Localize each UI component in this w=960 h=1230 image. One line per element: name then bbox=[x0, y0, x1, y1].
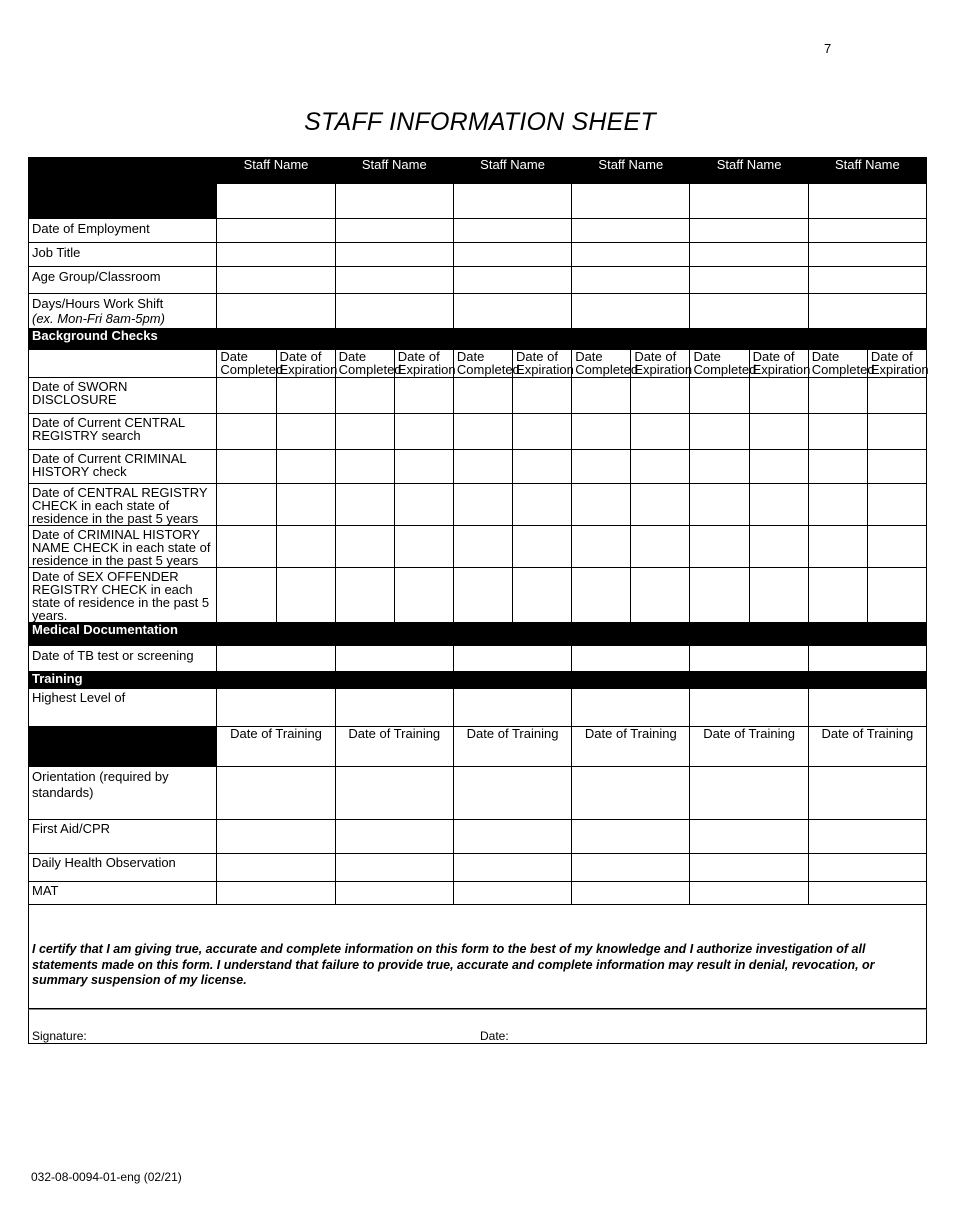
background-completed-field[interactable] bbox=[808, 526, 867, 568]
background-expiration-field[interactable] bbox=[394, 526, 453, 568]
section-row bbox=[29, 672, 927, 689]
staff-name-field[interactable] bbox=[453, 184, 571, 219]
page-title: STAFF INFORMATION SHEET bbox=[304, 108, 656, 136]
subheader-row bbox=[29, 350, 927, 378]
training-label: Daily Health Observation bbox=[29, 854, 217, 882]
training-field[interactable] bbox=[335, 882, 453, 905]
table-row bbox=[29, 646, 927, 672]
date-of-expiration-header: Date of Expiration bbox=[867, 350, 926, 378]
background-expiration-field[interactable] bbox=[867, 414, 926, 450]
subheader-blank bbox=[29, 350, 217, 378]
background-expiration-field[interactable] bbox=[513, 484, 572, 526]
training-field[interactable] bbox=[453, 820, 571, 854]
date-of-training-header: Date of Training bbox=[335, 727, 453, 767]
background-completed-field[interactable] bbox=[335, 568, 394, 623]
background-expiration-field[interactable] bbox=[276, 378, 335, 414]
background-expiration-field[interactable] bbox=[631, 414, 690, 450]
background-completed-field[interactable] bbox=[453, 378, 512, 414]
date-of-expiration-header: Date of Expiration bbox=[276, 350, 335, 378]
training-field[interactable] bbox=[808, 767, 926, 820]
table-row bbox=[29, 854, 927, 882]
section-row bbox=[29, 623, 927, 646]
table-row bbox=[29, 689, 927, 727]
training-label: First Aid/CPR bbox=[29, 820, 217, 854]
training-header-corner bbox=[29, 727, 217, 767]
staff-name-field[interactable] bbox=[808, 184, 926, 219]
form-number: 032-08-0094-01-eng (02/21) bbox=[31, 1170, 182, 1184]
highest-level-field[interactable] bbox=[808, 689, 926, 727]
row-label bbox=[29, 294, 217, 329]
staff-form bbox=[28, 157, 927, 1044]
date-of-training-header: Date of Training bbox=[453, 727, 571, 767]
tb-test-field[interactable] bbox=[217, 646, 335, 672]
date-of-expiration-header: Date of Expiration bbox=[394, 350, 453, 378]
table-row bbox=[29, 378, 927, 414]
general-field[interactable] bbox=[453, 219, 571, 243]
background-completed-field[interactable] bbox=[217, 450, 276, 484]
tb-test-field[interactable] bbox=[572, 646, 690, 672]
date-completed-header: Date Completed bbox=[808, 350, 867, 378]
table-row bbox=[29, 219, 927, 243]
general-field[interactable] bbox=[690, 243, 808, 267]
training-field[interactable] bbox=[808, 882, 926, 905]
background-expiration-field[interactable] bbox=[513, 450, 572, 484]
background-expiration-field[interactable] bbox=[276, 450, 335, 484]
background-expiration-field[interactable] bbox=[867, 450, 926, 484]
training-field[interactable] bbox=[690, 767, 808, 820]
certification-text: I certify that I am giving true, accurate and complete information on this form to the best of my knowledge and I authorize investigation of all statements made on this form. I understand that failure to provide true, accurate and complete information may result in denial, revocation, or summary suspension of my license. bbox=[32, 942, 875, 987]
date-of-training-header: Date of Training bbox=[808, 727, 926, 767]
date-completed-header: Date Completed bbox=[572, 350, 631, 378]
background-completed-field[interactable] bbox=[572, 378, 631, 414]
training-field[interactable] bbox=[808, 820, 926, 854]
background-completed-field[interactable] bbox=[808, 568, 867, 623]
section-background-checks: Background Checks bbox=[29, 329, 927, 350]
training-field[interactable] bbox=[572, 820, 690, 854]
background-check-label: Date of SWORN DISCLOSURE bbox=[29, 378, 217, 414]
training-field[interactable] bbox=[453, 854, 571, 882]
staff-name-header: Staff Name bbox=[217, 158, 335, 184]
background-completed-field[interactable] bbox=[453, 450, 512, 484]
row-label bbox=[29, 243, 217, 267]
background-expiration-field[interactable] bbox=[749, 526, 808, 568]
background-expiration-field[interactable] bbox=[631, 484, 690, 526]
general-field[interactable] bbox=[808, 219, 926, 243]
background-completed-field[interactable] bbox=[217, 526, 276, 568]
background-expiration-field[interactable] bbox=[513, 414, 572, 450]
background-completed-field[interactable] bbox=[453, 568, 512, 623]
background-expiration-field[interactable] bbox=[276, 526, 335, 568]
staff-name-field[interactable] bbox=[335, 184, 453, 219]
background-completed-field[interactable] bbox=[572, 484, 631, 526]
background-expiration-field[interactable] bbox=[513, 568, 572, 623]
training-field[interactable] bbox=[453, 882, 571, 905]
table-row bbox=[29, 267, 927, 294]
table-row bbox=[29, 484, 927, 526]
highest-level-label: Highest Level of bbox=[29, 689, 217, 727]
training-field[interactable] bbox=[808, 854, 926, 882]
section-row bbox=[29, 329, 927, 350]
background-completed-field[interactable] bbox=[808, 414, 867, 450]
general-field[interactable] bbox=[453, 267, 571, 294]
background-completed-field[interactable] bbox=[335, 484, 394, 526]
general-field[interactable] bbox=[690, 219, 808, 243]
training-field[interactable] bbox=[335, 854, 453, 882]
general-field[interactable] bbox=[335, 267, 453, 294]
background-completed-field[interactable] bbox=[690, 568, 749, 623]
training-label: Orientation (required by standards) bbox=[29, 767, 217, 820]
staff-name-header: Staff Name bbox=[808, 158, 926, 184]
date-of-training-header: Date of Training bbox=[572, 727, 690, 767]
background-expiration-field[interactable] bbox=[749, 378, 808, 414]
background-completed-field[interactable] bbox=[217, 378, 276, 414]
training-field[interactable] bbox=[690, 854, 808, 882]
background-completed-field[interactable] bbox=[808, 484, 867, 526]
background-completed-field[interactable] bbox=[217, 484, 276, 526]
date-completed-header: Date Completed bbox=[217, 350, 276, 378]
staff-name-header: Staff Name bbox=[690, 158, 808, 184]
row-label bbox=[29, 267, 217, 294]
background-expiration-field[interactable] bbox=[867, 378, 926, 414]
tb-test-field[interactable] bbox=[808, 646, 926, 672]
background-completed-field[interactable] bbox=[690, 414, 749, 450]
row-label-text: Job Title bbox=[32, 245, 81, 260]
general-field[interactable] bbox=[572, 294, 690, 329]
section-training: Training bbox=[29, 672, 927, 689]
general-field[interactable] bbox=[808, 267, 926, 294]
training-field[interactable] bbox=[690, 820, 808, 854]
background-completed-field[interactable] bbox=[335, 450, 394, 484]
staff-name-header: Staff Name bbox=[335, 158, 453, 184]
background-completed-field[interactable] bbox=[572, 450, 631, 484]
staff-name-field[interactable] bbox=[572, 184, 690, 219]
general-field[interactable] bbox=[808, 294, 926, 329]
date-completed-header: Date Completed bbox=[690, 350, 749, 378]
background-expiration-field[interactable] bbox=[867, 568, 926, 623]
background-completed-field[interactable] bbox=[808, 450, 867, 484]
training-field[interactable] bbox=[572, 854, 690, 882]
training-field[interactable] bbox=[335, 767, 453, 820]
training-field[interactable] bbox=[572, 767, 690, 820]
staff-table bbox=[28, 157, 927, 905]
training-field[interactable] bbox=[335, 820, 453, 854]
general-field[interactable] bbox=[572, 243, 690, 267]
table-row bbox=[29, 767, 927, 820]
training-field[interactable] bbox=[453, 767, 571, 820]
table-row bbox=[29, 243, 927, 267]
row-label-text: Age Group/Classroom bbox=[32, 269, 161, 284]
date-of-training-header: Date of Training bbox=[690, 727, 808, 767]
background-expiration-field[interactable] bbox=[631, 378, 690, 414]
background-check-label: Date of CRIMINAL HISTORY NAME CHECK in each state of residence in the past 5 years bbox=[29, 526, 217, 568]
training-field[interactable] bbox=[217, 854, 335, 882]
training-header-row bbox=[29, 727, 927, 767]
training-field[interactable] bbox=[217, 767, 335, 820]
table-row bbox=[29, 882, 927, 905]
background-expiration-field[interactable] bbox=[276, 568, 335, 623]
general-field[interactable] bbox=[335, 219, 453, 243]
header-corner bbox=[29, 158, 217, 219]
background-check-label: Date of CENTRAL REGISTRY CHECK in each state of residence in the past 5 years bbox=[29, 484, 217, 526]
background-completed-field[interactable] bbox=[335, 414, 394, 450]
background-expiration-field[interactable] bbox=[867, 526, 926, 568]
general-field[interactable] bbox=[572, 267, 690, 294]
background-expiration-field[interactable] bbox=[749, 568, 808, 623]
highest-level-field[interactable] bbox=[453, 689, 571, 727]
staff-name-field[interactable] bbox=[690, 184, 808, 219]
highest-level-field[interactable] bbox=[572, 689, 690, 727]
background-expiration-field[interactable] bbox=[394, 414, 453, 450]
section-medical-documentation: Medical Documentation bbox=[29, 623, 927, 646]
training-label: MAT bbox=[29, 882, 217, 905]
general-field[interactable] bbox=[453, 243, 571, 267]
training-field[interactable] bbox=[572, 882, 690, 905]
table-row bbox=[29, 294, 927, 329]
background-expiration-field[interactable] bbox=[749, 484, 808, 526]
general-field[interactable] bbox=[217, 219, 335, 243]
tb-test-field[interactable] bbox=[335, 646, 453, 672]
background-completed-field[interactable] bbox=[335, 378, 394, 414]
background-expiration-field[interactable] bbox=[631, 450, 690, 484]
staff-name-field[interactable] bbox=[217, 184, 335, 219]
general-field[interactable] bbox=[572, 219, 690, 243]
background-expiration-field[interactable] bbox=[749, 450, 808, 484]
background-check-label: Date of Current CENTRAL REGISTRY search bbox=[29, 414, 217, 450]
background-expiration-field[interactable] bbox=[394, 484, 453, 526]
date-of-training-header: Date of Training bbox=[217, 727, 335, 767]
background-expiration-field[interactable] bbox=[513, 526, 572, 568]
background-expiration-field[interactable] bbox=[749, 414, 808, 450]
background-expiration-field[interactable] bbox=[631, 526, 690, 568]
general-field[interactable] bbox=[690, 294, 808, 329]
certification-box bbox=[28, 905, 927, 1009]
table-row bbox=[29, 568, 927, 623]
date-completed-header: Date Completed bbox=[335, 350, 394, 378]
date-completed-header: Date Completed bbox=[453, 350, 512, 378]
background-check-label: Date of Current CRIMINAL HISTORY check bbox=[29, 450, 217, 484]
highest-level-field[interactable] bbox=[335, 689, 453, 727]
training-field[interactable] bbox=[217, 882, 335, 905]
background-expiration-field[interactable] bbox=[513, 378, 572, 414]
background-completed-field[interactable] bbox=[690, 526, 749, 568]
background-completed-field[interactable] bbox=[572, 568, 631, 623]
row-label-text: Date of Employment bbox=[32, 221, 150, 236]
general-field[interactable] bbox=[217, 267, 335, 294]
signature-label: Signature: bbox=[32, 1029, 87, 1043]
training-field[interactable] bbox=[690, 882, 808, 905]
staff-header-row bbox=[29, 158, 927, 184]
general-field[interactable] bbox=[217, 294, 335, 329]
general-field[interactable] bbox=[335, 294, 453, 329]
background-completed-field[interactable] bbox=[808, 378, 867, 414]
date-of-expiration-header: Date of Expiration bbox=[513, 350, 572, 378]
staff-name-header: Staff Name bbox=[572, 158, 690, 184]
table-row bbox=[29, 414, 927, 450]
date-of-expiration-header: Date of Expiration bbox=[631, 350, 690, 378]
background-completed-field[interactable] bbox=[335, 526, 394, 568]
general-field[interactable] bbox=[690, 267, 808, 294]
background-expiration-field[interactable] bbox=[276, 414, 335, 450]
background-completed-field[interactable] bbox=[690, 484, 749, 526]
background-check-label: Date of SEX OFFENDER REGISTRY CHECK in each state of residence in the past 5 years. bbox=[29, 568, 217, 623]
tb-test-field[interactable] bbox=[690, 646, 808, 672]
background-completed-field[interactable] bbox=[453, 484, 512, 526]
date-label: Date: bbox=[480, 1029, 509, 1043]
table-row bbox=[29, 820, 927, 854]
row-label-text: Days/Hours Work Shift bbox=[32, 296, 164, 311]
general-field[interactable] bbox=[335, 243, 453, 267]
row-label bbox=[29, 219, 217, 243]
tb-test-field[interactable] bbox=[453, 646, 571, 672]
background-expiration-field[interactable] bbox=[394, 378, 453, 414]
row-label-note: (ex. Mon-Fri 8am-5pm) bbox=[32, 311, 165, 326]
background-expiration-field[interactable] bbox=[394, 450, 453, 484]
background-completed-field[interactable] bbox=[453, 414, 512, 450]
page-number: 7 bbox=[824, 41, 832, 56]
highest-level-field[interactable] bbox=[217, 689, 335, 727]
background-expiration-field[interactable] bbox=[867, 484, 926, 526]
table-row bbox=[29, 450, 927, 484]
background-completed-field[interactable] bbox=[453, 526, 512, 568]
background-expiration-field[interactable] bbox=[276, 484, 335, 526]
background-completed-field[interactable] bbox=[217, 568, 276, 623]
general-field[interactable] bbox=[217, 243, 335, 267]
general-field[interactable] bbox=[453, 294, 571, 329]
signature-row bbox=[28, 1009, 927, 1044]
background-completed-field[interactable] bbox=[690, 378, 749, 414]
background-expiration-field[interactable] bbox=[631, 568, 690, 623]
training-field[interactable] bbox=[217, 820, 335, 854]
date-of-expiration-header: Date of Expiration bbox=[749, 350, 808, 378]
background-completed-field[interactable] bbox=[572, 414, 631, 450]
general-field[interactable] bbox=[808, 243, 926, 267]
background-expiration-field[interactable] bbox=[394, 568, 453, 623]
tb-test-label: Date of TB test or screening bbox=[29, 646, 217, 672]
background-completed-field[interactable] bbox=[690, 450, 749, 484]
background-completed-field[interactable] bbox=[217, 414, 276, 450]
background-completed-field[interactable] bbox=[572, 526, 631, 568]
highest-level-field[interactable] bbox=[690, 689, 808, 727]
table-row bbox=[29, 526, 927, 568]
staff-name-header: Staff Name bbox=[453, 158, 571, 184]
